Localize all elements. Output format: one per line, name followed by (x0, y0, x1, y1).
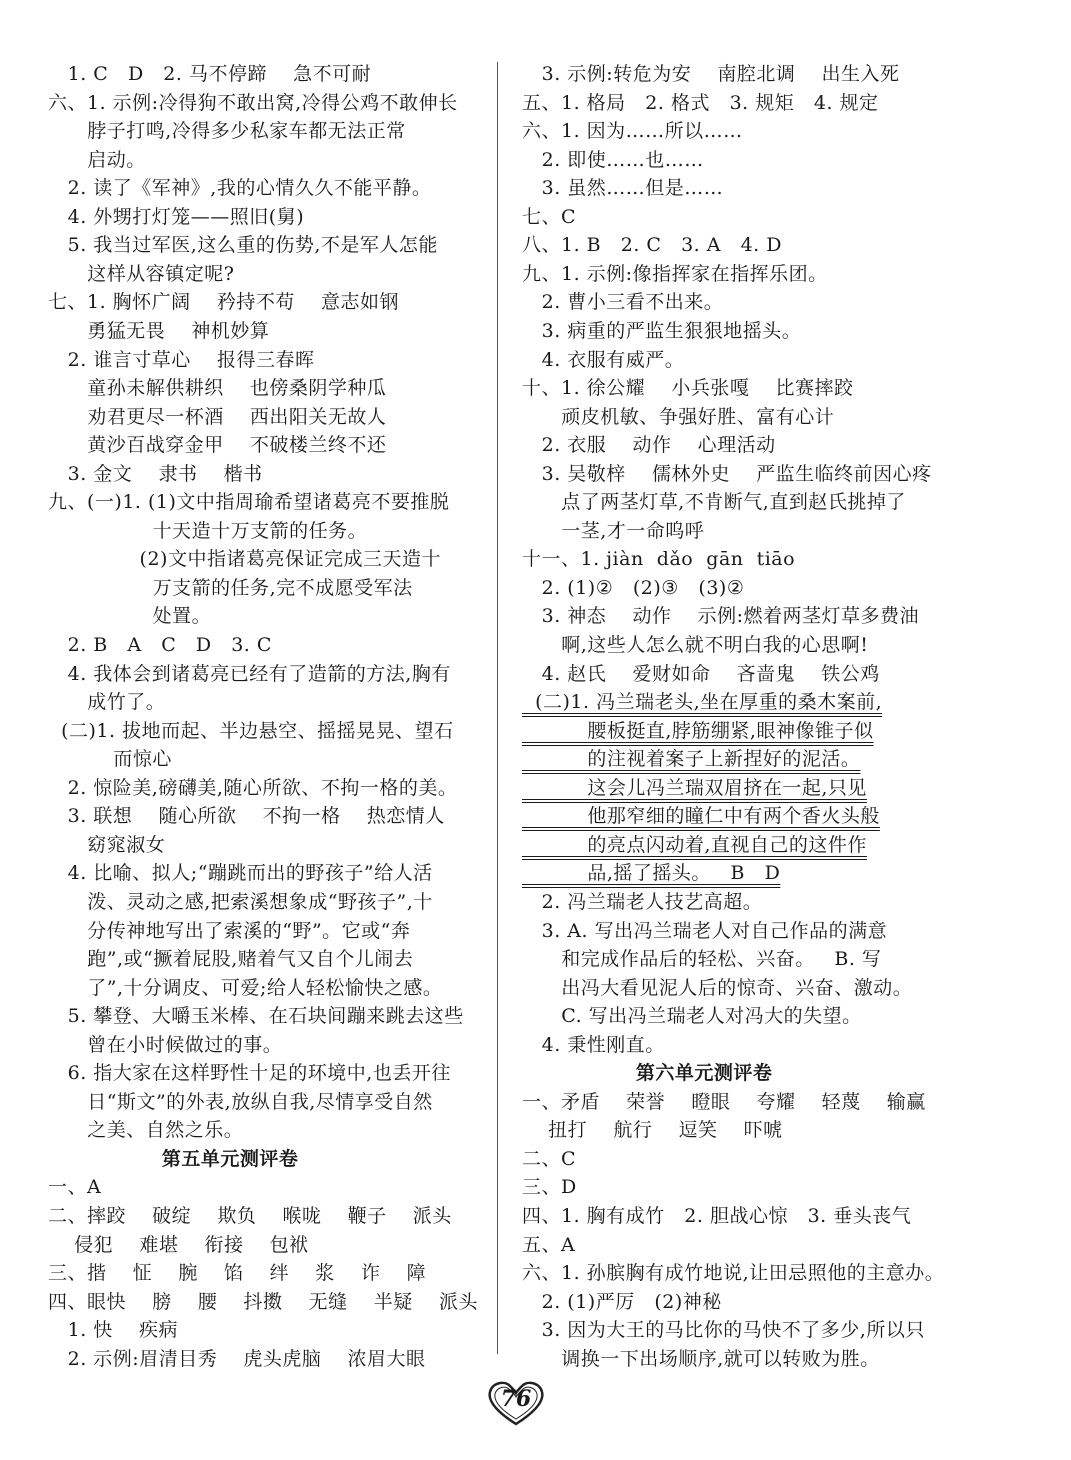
answer-line: 十天造十万支箭的任务。 (48, 519, 368, 542)
answer-line: 三、D (522, 1176, 577, 1199)
answer-line: 2. 惊险美,磅礴美,随心所欲、不拘一格的美。 (48, 776, 458, 799)
page-number: 76 (500, 1386, 532, 1412)
answer-line: 品,摇了摇头。 B D (522, 862, 781, 885)
answer-line: 扭打 航行 逗笑 吓唬 (522, 1119, 783, 1142)
answer-line: 3. 病重的严监生狠狠地摇头。 (522, 319, 802, 342)
answer-line: 曾在小时候做过的事。 (48, 1033, 283, 1056)
answer-line: 七、C (522, 205, 577, 228)
answer-line: 4. 比喻、拟人;“蹦跳而出的野孩子”给人活 (48, 862, 433, 885)
answer-line: 3. A. 写出冯兰瑞老人对自己作品的满意 (522, 919, 888, 942)
answer-line: 6. 指大家在这样野性十足的环境中,也丢开往 (48, 1062, 451, 1085)
column-divider (497, 62, 498, 1354)
answer-line: 这会儿冯兰瑞双眉挤在一起,只见 (522, 776, 867, 799)
answer-line: 四、眼快 膀 腰 抖擞 无缝 半疑 派头 (48, 1290, 478, 1313)
answer-line: 3. 联想 随心所欲 不拘一格 热恋情人 (48, 805, 445, 828)
answer-line: 劝君更尽一杯酒 西出阳关无故人 (48, 405, 387, 428)
answer-line: 啊,这些人怎么就不明白我的心思啊! (522, 634, 869, 656)
answer-line: 五、1. 格局 2. 格式 3. 规矩 4. 规定 (522, 91, 879, 114)
answer-line: (二)1. 冯兰瑞老头,坐在厚重的桑木案前, (522, 691, 883, 714)
answer-line: 六、1. 因为……所以…… (522, 120, 743, 143)
answer-line: 3. 金文 隶书 楷书 (48, 462, 263, 485)
answer-line: 2. 示例:眉清目秀 虎头虎脑 浓眉大眼 (48, 1347, 426, 1370)
answer-line: 侵犯 难堪 衔接 包袱 (48, 1233, 309, 1256)
page-number-badge (486, 1378, 546, 1428)
answer-line: 4. 衣服有威严。 (522, 348, 685, 371)
answer-line: 脖子打鸣,冷得多少私家车都无法正常 (48, 120, 406, 143)
answer-line: 启动。 (48, 148, 146, 171)
section-title: 第五单元测评卷 (48, 1147, 299, 1170)
answer-line: 之美、自然之乐。 (48, 1119, 244, 1142)
answer-line: 的亮点闪动着,直视自己的这件作 (522, 833, 867, 856)
answer-line: 3. 神态 动作 示例:燃着两茎灯草多费油 (522, 605, 920, 628)
answer-line: (二)1. 拔地而起、半边悬空、摇摇晃晃、望石 (48, 719, 454, 742)
answer-line: 勇猛无畏 神机妙算 (48, 319, 270, 342)
answer-line: 2. (1)严厉 (2)神秘 (522, 1290, 722, 1313)
answer-line: 一、A (48, 1176, 102, 1199)
answer-line: 十一、1. jiàn dǎo gān tiāo (522, 548, 796, 571)
answer-line: 1. 快 疾病 (48, 1319, 178, 1342)
answer-line: 3. 因为大王的马比你的马快不了多少,所以只 (522, 1319, 925, 1342)
answer-line: 跑”,或“撅着屁股,赌着气又自个儿闹去 (48, 948, 414, 971)
answer-line: 三、揩 怔 腕 馅 绊 浆 诈 障 (48, 1262, 427, 1285)
answer-line: 而惊心 (48, 748, 172, 771)
answer-line: 的注视着案子上新捏好的泥活。 (522, 748, 861, 771)
answer-line: 3. 吴敬梓 儒林外史 严监生临终前因心疼 (522, 462, 932, 485)
section-title: 第六单元测评卷 (522, 1062, 773, 1085)
answer-line: 成竹了。 (48, 691, 166, 714)
answer-line: 五、A (522, 1233, 576, 1256)
answer-line: 4. 赵氏 爱财如命 吝啬鬼 铁公鸡 (522, 662, 880, 685)
answer-line: 七、1. 胸怀广阔 矜持不苟 意志如钢 (48, 291, 399, 314)
answer-line: 2. 读了《军神》,我的心情久久不能平静。 (48, 177, 432, 200)
answer-line: 了”,十分调皮、可爱;给人轻松愉快之感。 (48, 976, 443, 999)
answer-line: 2. 曹小三看不出来。 (522, 291, 724, 314)
answer-line: 3. 虽然……但是…… (522, 177, 724, 200)
answer-line: 九、1. 示例:像指挥家在指挥乐团。 (522, 262, 828, 285)
answer-line: 八、1. B 2. C 3. A 4. D (522, 234, 782, 257)
answer-line: 二、摔跤 破绽 欺负 喉咙 鞭子 派头 (48, 1205, 452, 1227)
answer-line: 4. 秉性刚直。 (522, 1033, 665, 1056)
answer-line: 2. (1)② (2)③ (3)② (522, 576, 745, 599)
answer-line: 一茎,才一命呜呼 (522, 519, 705, 542)
answer-line: 2. 衣服 动作 心理活动 (522, 434, 776, 457)
answer-line: 出冯大看见泥人后的惊奇、兴奋、激动。 (522, 976, 913, 999)
answer-line: 十、1. 徐公耀 小兵张嘎 比赛摔跤 (522, 377, 854, 400)
answer-line: 一、矛盾 荣誉 瞪眼 夸耀 轻蔑 输赢 (522, 1090, 926, 1113)
answer-line: 这样从容镇定呢? (48, 262, 235, 285)
answer-line: 万支箭的任务,完不成愿受军法 (48, 576, 413, 599)
answer-line: 六、1. 示例:冷得狗不敢出窝,冷得公鸡不敢伸长 (48, 91, 458, 114)
answer-line: 5. 攀登、大嚼玉米棒、在石块间蹦来跳去这些 (48, 1005, 464, 1028)
answer-line: 4. 我体会到诸葛亮已经有了造箭的方法,胸有 (48, 662, 451, 685)
answer-line: 二、C (522, 1147, 577, 1170)
answer-line: 5. 我当过军医,这么重的伤势,不是军人怎能 (48, 234, 438, 257)
answer-line: 窈窕淑女 (48, 833, 166, 856)
answer-line: 分传神地写出了索溪的“野”。它或“奔 (48, 919, 411, 942)
answer-line: 黄沙百战穿金甲 不破楼兰终不还 (48, 434, 387, 457)
answer-line: 他那窄细的瞳仁中有两个香火头般 (522, 805, 880, 828)
answer-line: 六、1. 孙膑胸有成竹地说,让田忌照他的主意办。 (522, 1262, 945, 1285)
answer-line: 泼、灵动之感,把索溪想象成“野孩子”,十 (48, 890, 433, 913)
answer-line: 3. 示例:转危为安 南腔北调 出生入死 (522, 63, 900, 85)
answer-line: 1. C D 2. 马不停蹄 急不可耐 (48, 63, 372, 85)
answer-line: 2. 即使……也…… (522, 148, 704, 171)
answer-line: 日“斯文”的外表,放纵自我,尽情享受自然 (48, 1090, 433, 1113)
answer-line: 处置。 (48, 605, 212, 628)
answer-line: 调换一下出场顺序,就可以转败为胜。 (522, 1347, 880, 1370)
answer-line: 2. 谁言寸草心 报得三春晖 (48, 348, 315, 371)
answer-line: 点了两茎灯草,不肯断气,直到赵氏挑掉了 (522, 491, 906, 514)
answer-line: 2. B A C D 3. C (48, 634, 272, 656)
answer-line: 顽皮机敏、争强好胜、富有心计 (522, 405, 835, 428)
answer-line: 2. 冯兰瑞老人技艺高超。 (522, 890, 763, 913)
answer-line: 四、1. 胸有成竹 2. 胆战心惊 3. 垂头丧气 (522, 1205, 912, 1227)
answer-line: 童孙未解供耕织 也傍桑阴学种瓜 (48, 377, 387, 400)
answer-line: 腰板挺直,脖筋绷紧,眼神像锥子似 (522, 719, 874, 742)
answer-line: 九、(一)1. (1)文中指周瑜希望诸葛亮不要推脱 (48, 491, 450, 514)
answer-line: (2)文中指诸葛亮保证完成三天造十 (48, 548, 441, 571)
answer-line: 和完成作品后的轻松、兴奋。 B. 写 (522, 948, 882, 971)
answer-line: 4. 外甥打灯笼——照旧(舅) (48, 205, 305, 228)
answer-line: C. 写出冯兰瑞老人对冯大的失望。 (522, 1005, 862, 1028)
